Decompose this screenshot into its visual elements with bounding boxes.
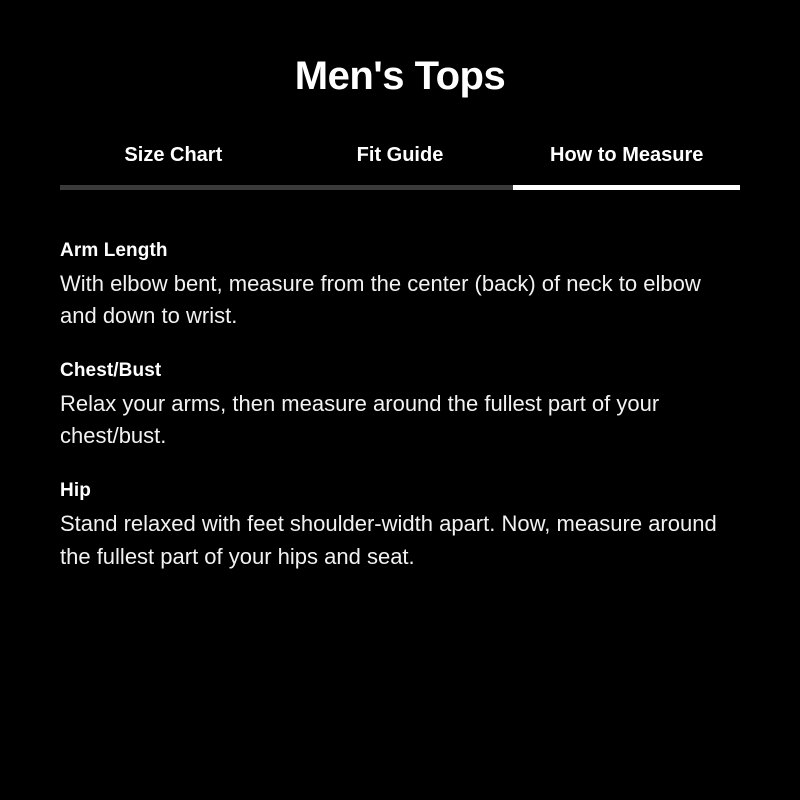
tab-indicator-track	[60, 185, 740, 190]
how-to-measure-content	[60, 190, 740, 573]
measure-section-hip	[60, 480, 740, 572]
section-body: Relax your arms, then measure around the fullest part of your chest/bust.	[60, 391, 660, 449]
page-title: Men's Tops	[294, 54, 506, 98]
section-heading: Chest/Bust	[60, 360, 162, 382]
tab-size-chart[interactable]: Size Chart	[124, 144, 223, 166]
section-heading: Arm Length	[60, 240, 168, 261]
section-body: Stand relaxed with feet shoulder-width apart. Now, measure around the fullest part of your hips and seat.	[60, 511, 717, 569]
measure-section-chest-bust	[60, 360, 740, 452]
tab-how-to-measure[interactable]: How to Measure	[550, 144, 704, 166]
section-heading: Hip	[60, 480, 91, 502]
measure-section-arm-length	[60, 240, 740, 332]
tab-indicator-segment-size-chart	[60, 185, 287, 190]
tab-indicator-segment-fit-guide	[287, 185, 514, 190]
tab-fit-guide[interactable]: Fit Guide	[356, 144, 444, 166]
section-body: With elbow bent, measure from the center (back) of neck to elbow and down to wrist.	[60, 271, 701, 329]
tab-indicator-segment-how-to-measure	[513, 185, 740, 190]
tab-bar	[60, 98, 740, 185]
